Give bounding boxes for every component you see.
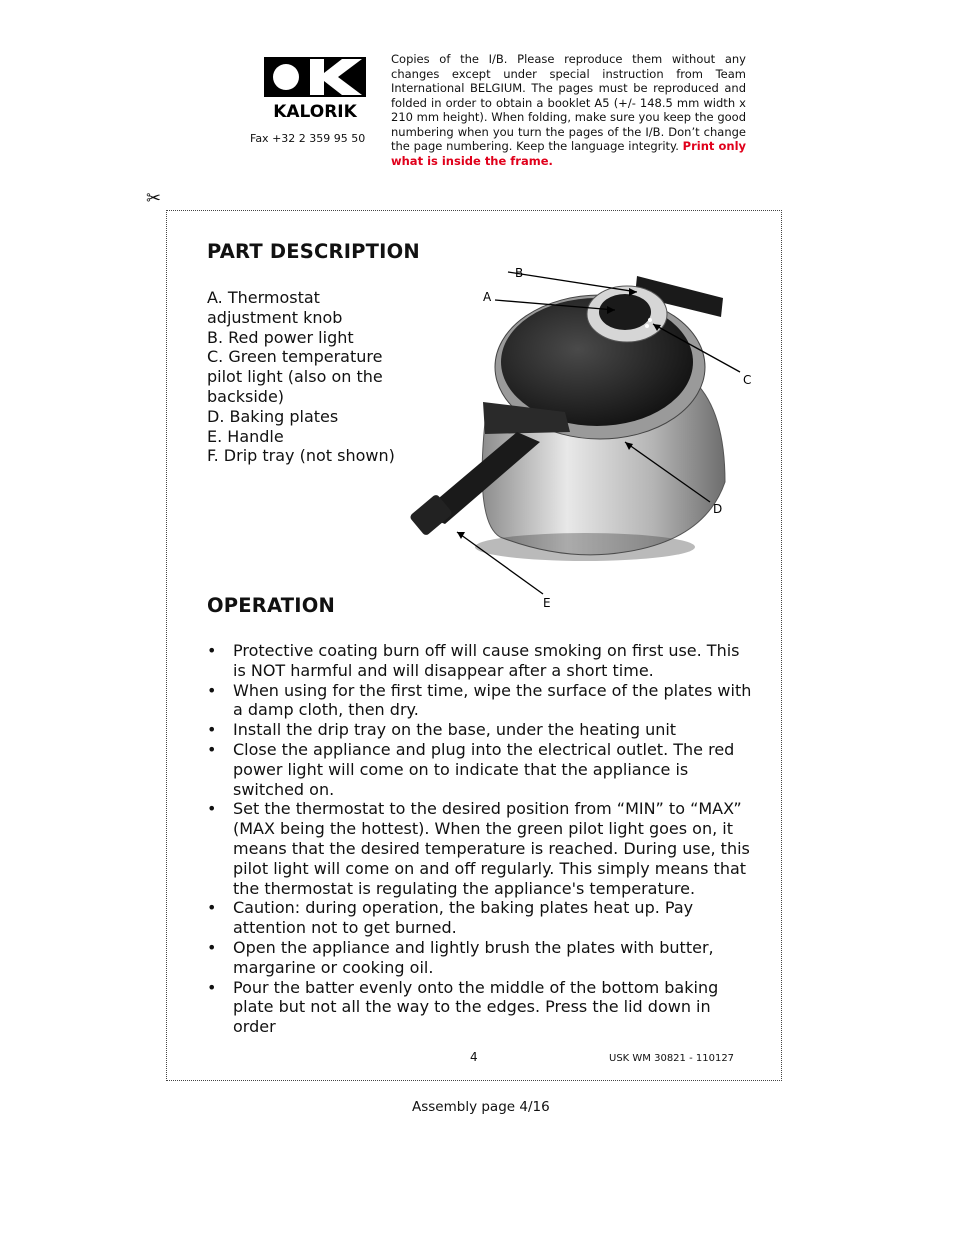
fax-number: Fax +32 2 359 95 50 bbox=[250, 132, 366, 145]
callout-b: B bbox=[515, 266, 524, 280]
list-item: D. Baking plates bbox=[207, 406, 339, 426]
list-item: • Caution: during operation, the baking plates heat up. Pay attention not to get burned. bbox=[207, 898, 757, 938]
list-item: B. Red power light bbox=[207, 327, 354, 347]
callout-e: E bbox=[543, 596, 551, 610]
brand-text: KALORIK bbox=[273, 102, 357, 122]
document-code: USK WM 30821 - 110127 bbox=[609, 1053, 735, 1064]
list-item: • Set the thermostat to the desired position from “MIN” to “MAX” (MAX being the hottest). When the green pilot light goes on, it means that the desired temperature is reached. During use, this pilot light will come on and off regularly. This simply means that the thermostat is regulating the appliance's temperature. bbox=[207, 799, 757, 898]
notice-red-text: Print only what is inside the frame. bbox=[391, 139, 747, 168]
operation-list bbox=[207, 641, 757, 1037]
assembly-page: Assembly page 4/16 bbox=[412, 1099, 550, 1115]
list-item: C. Green temperature pilot light (also on the backside) bbox=[207, 347, 383, 406]
callout-a: A bbox=[483, 290, 492, 304]
parts-list bbox=[207, 288, 407, 466]
list-item: • Close the appliance and plug into the electrical outlet. The red power light will come on to indicate that the appliance is switched on. bbox=[207, 740, 757, 799]
operation-title: OPERATION bbox=[207, 594, 336, 617]
waffle-maker-illustration bbox=[405, 262, 765, 622]
notice-text: Copies of the I/B. Please reproduce them without any changes except under special instruction from Team International BELGIUM. The pages must be reproduced and folded in order to obtain a booklet A5 (+/- 148.5 mm width x 210 mm height). When folding, make sure you keep the good numbering when you turn the pages of the I/B. Don’t change the page numbering. Keep the language integrity. bbox=[391, 52, 746, 153]
list-item: F. Drip tray (not shown) bbox=[207, 446, 395, 466]
part-description-title: PART DESCRIPTION bbox=[207, 240, 420, 263]
list-item: • Open the appliance and lightly brush the plates with butter, margarine or cooking oil. bbox=[207, 938, 757, 978]
reproduction-notice bbox=[391, 52, 746, 168]
list-item: • When using for the first time, wipe the surface of the plates with a damp cloth, then dry. bbox=[207, 681, 757, 721]
scissors-icon: ✂ bbox=[146, 188, 162, 209]
page-number: 4 bbox=[470, 1050, 478, 1064]
kalorik-logo bbox=[262, 55, 368, 125]
list-item: • Protective coating burn off will cause smoking on first use. This is NOT harmful and will disappear after a short time. bbox=[207, 641, 757, 681]
list-item: • Pour the batter evenly onto the middle of the bottom baking plate but not all the way to the edges. Press the lid down in order bbox=[207, 978, 757, 1037]
callout-c: C bbox=[743, 373, 752, 387]
list-item: A. Thermostat adjustment knob bbox=[207, 288, 343, 327]
callout-d: D bbox=[713, 502, 723, 516]
list-item: • Install the drip tray on the base, under the heating unit bbox=[207, 720, 757, 740]
list-item: E. Handle bbox=[207, 426, 284, 446]
